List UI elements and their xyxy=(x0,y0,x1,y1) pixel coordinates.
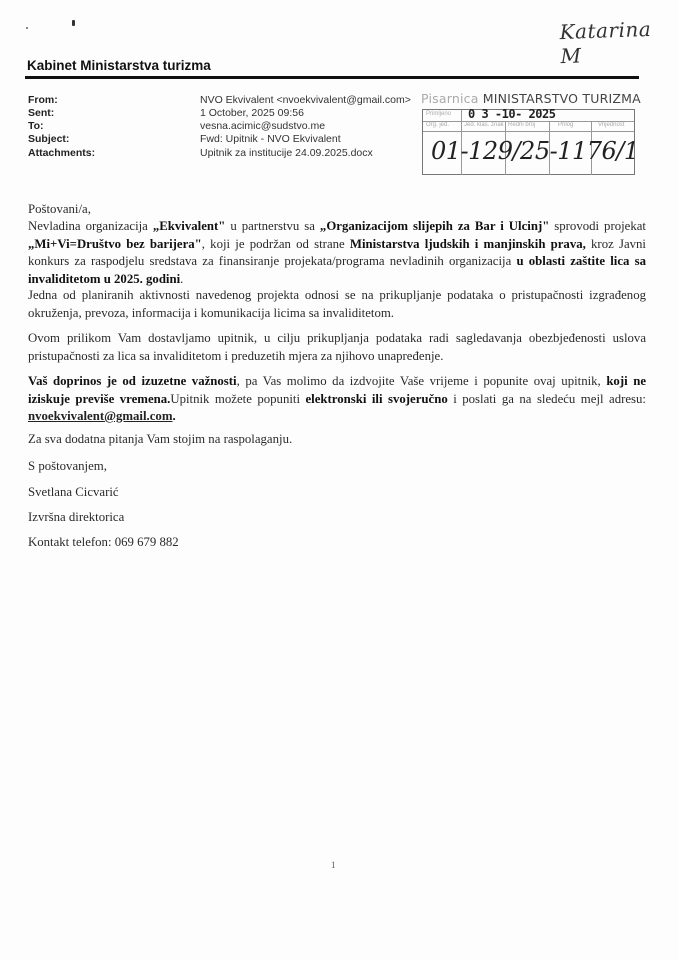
paragraph-availability: Za sva dodatna pitanja Vam stojim na raspolaganju. xyxy=(28,432,293,446)
stamp-columns-row xyxy=(423,121,634,132)
page-number: 1 xyxy=(331,860,336,870)
text-span: u partnerstvu sa xyxy=(225,219,320,233)
handwritten-note: Katarina M xyxy=(559,16,652,69)
from-label: From: xyxy=(28,94,58,106)
bold-span: Ministarstva ljudskih i manjinskih prava, xyxy=(349,236,586,251)
paragraph-project-intro xyxy=(28,218,646,288)
stamp-col-number: Redni broj xyxy=(508,122,536,128)
text-span: Nevladina organizacija xyxy=(28,219,153,233)
from-value: NVO Ekvivalent <nvoekvivalent@gmail.com> xyxy=(200,94,411,106)
subject-value: Fwd: Upitnik - NVO Ekvivalent xyxy=(200,133,341,145)
stamp-title-ministry: MINISTARSTVO TURIZMA xyxy=(482,91,641,106)
stamp-received-label: Primljeno xyxy=(426,111,452,117)
stamp-title-faint: Pisarnica xyxy=(421,91,483,106)
signature-title: Izvršna direktorica xyxy=(28,510,125,524)
stamp-col-attachment: Prilog xyxy=(558,122,574,128)
signature-name: Svetlana Cicvarić xyxy=(28,485,119,499)
text-span: , koji je podržan od strane xyxy=(201,236,350,251)
bold-span: u oblasti zaštite lica sa invaliditetom u 2025. godini xyxy=(28,254,646,286)
bold-span: „Mi+Vi=Društvo bez barijera" xyxy=(28,236,202,251)
text-span: Upitnik možete popuniti xyxy=(170,391,306,406)
signature-closing: S poštovanjem, xyxy=(28,459,107,473)
bold-span: Vaš doprinos je od izuzetne važnosti xyxy=(28,374,237,388)
stamp-registry-number: 01-129/25-1176/1 xyxy=(431,137,639,165)
bold-span: „Organizacijom slijepih za Bar i Ulcinj" xyxy=(319,219,550,233)
text-span: kroz Javni konkurs za raspodjelu sredstava za finansiranje projekata/programa nevladinih organizacija xyxy=(28,236,646,268)
attachments-label: Attachments: xyxy=(28,147,96,159)
sent-value: 1 October, 2025 09:56 xyxy=(200,107,304,119)
registry-stamp-title xyxy=(421,91,641,106)
bold-span: koji ne iziskuje previše vremena. xyxy=(28,374,646,406)
paragraph-activity: Jedna od planiranih aktivnosti navedenog projekta odnosi se na prikupljanje podataka o pristupačnosti izgrađenog okruženja, prevoza, informacija i komunikacija licima sa invaliditetom. xyxy=(28,288,646,320)
greeting: Poštovani/a, xyxy=(28,202,91,216)
stamp-divider xyxy=(461,110,462,121)
to-label: To: xyxy=(28,120,44,132)
bold-span: elektronski ili svojeručno xyxy=(305,391,448,406)
attachments-value: Upitnik za institucije 24.09.2025.docx xyxy=(200,147,373,159)
text-span: , pa Vas molimo da izdvojite Vaše vrijeme i popunite ovaj upitnik, xyxy=(236,374,607,388)
header-divider xyxy=(25,76,639,79)
subject-label: Subject: xyxy=(28,133,70,145)
bold-span: . xyxy=(172,409,176,423)
registry-stamp xyxy=(422,107,639,175)
text-span: . xyxy=(180,271,184,286)
contact-email-link[interactable]: nvoekvivalent@gmail.com xyxy=(28,409,173,423)
sent-label: Sent: xyxy=(28,107,55,119)
scan-artifact xyxy=(26,27,28,29)
bold-span: „Ekvivalent" xyxy=(152,219,226,233)
stamp-received-date: 0 3 -10- 2025 xyxy=(468,107,556,121)
scan-artifact xyxy=(72,20,75,26)
organization-header: Kabinet Ministarstva turizma xyxy=(27,58,211,73)
text-span: sprovodi projekat xyxy=(549,219,646,233)
to-value: vesna.acimic@sudstvo.me xyxy=(200,120,326,132)
stamp-col-org: Org. jed. xyxy=(426,122,450,128)
stamp-col-class: Jed. klas. znak xyxy=(464,122,504,128)
text-span: i poslati ga na sledeću mejl adresu: xyxy=(447,391,646,406)
paragraph-questionnaire: Ovom prilikom Vam dostavljamo upitnik, u cilju prikupljanja podataka radi sagledavanja obezbjeđenosti uslova pristupačnosti za lica sa invaliditetom i preduzetih mjera za njihovo unapređenje. xyxy=(28,331,646,363)
paragraph-request xyxy=(28,373,646,426)
signature-phone: Kontakt telefon: 069 679 882 xyxy=(28,535,179,549)
stamp-col-value: Vrijednost xyxy=(598,122,625,128)
